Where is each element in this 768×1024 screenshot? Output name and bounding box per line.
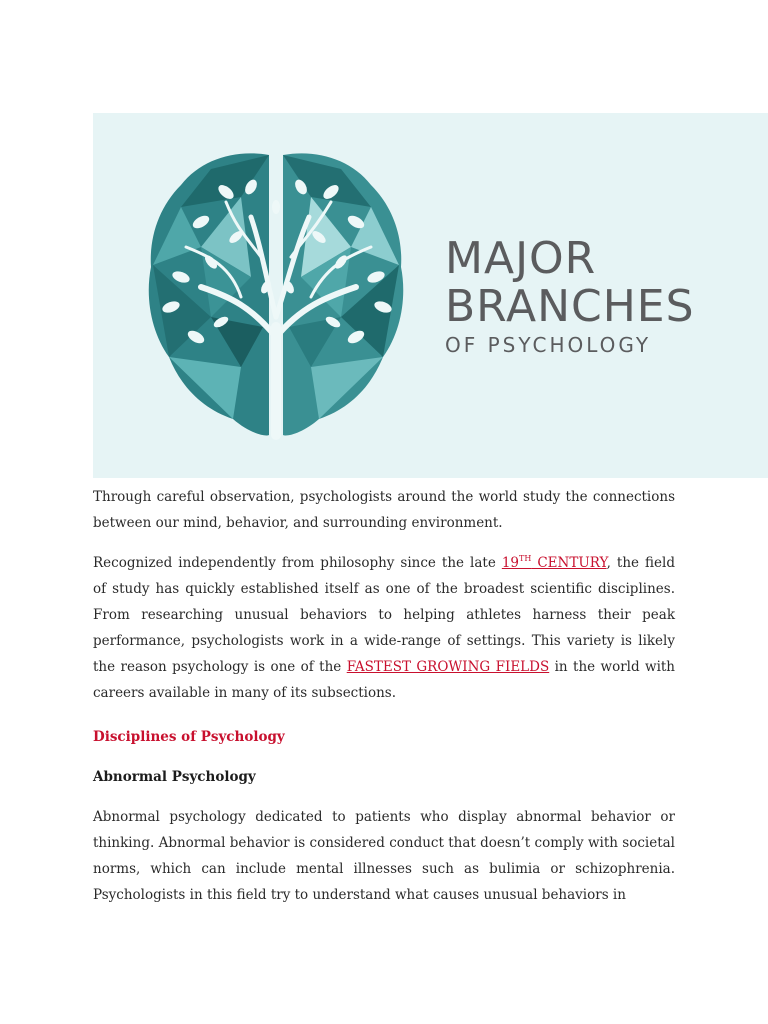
abnormal-paragraph: Abnormal psychology dedicated to patients who display abnormal behavior or thinking. Abnormal behavior is considered conduct that doesn’t comply with societal norms, which can include mental illnesses such as bulimia or schizophrenia. Psychologists in this field try to understand what causes unusual behaviors in bbox=[93, 809, 675, 903]
history-text-middle: , the field of study has quickly established itself as one of the broadest scientific disciplines. From researching unusual behaviors to helping athletes harness their peak performance, psychologists work in a wide-range of settings. This variety is likely the reason psychology is one of the bbox=[93, 555, 676, 675]
banner-title-line1: MAJOR bbox=[445, 233, 597, 284]
history-paragraph bbox=[93, 550, 675, 706]
intro-paragraph: Through careful observation, psychologists around the world study the connections between our mind, behavior, and surrounding environment. bbox=[93, 489, 675, 531]
brain-tree-icon bbox=[141, 147, 411, 447]
fastest-growing-fields-link[interactable]: FASTEST GROWING FIELDS bbox=[346, 659, 550, 675]
sub-heading: Abnormal Psychology bbox=[93, 769, 256, 785]
banner-title-line3: OF PSYCHOLOGY bbox=[445, 333, 652, 357]
link-number: 19 bbox=[501, 555, 520, 571]
history-text-end: in the world with careers available in many of its subsections. bbox=[93, 659, 676, 701]
banner-title bbox=[445, 235, 695, 357]
banner-title-line2: BRANCHES bbox=[445, 281, 695, 332]
link-century: CENTURY bbox=[531, 555, 607, 571]
hero-banner bbox=[93, 113, 768, 478]
section-heading: Disciplines of Psychology bbox=[93, 729, 285, 745]
article-body bbox=[93, 484, 675, 922]
history-text-start: Recognized independently from philosophy since the late bbox=[93, 555, 502, 571]
19th-century-link[interactable] bbox=[502, 555, 607, 571]
link-superscript: TH bbox=[519, 554, 532, 563]
